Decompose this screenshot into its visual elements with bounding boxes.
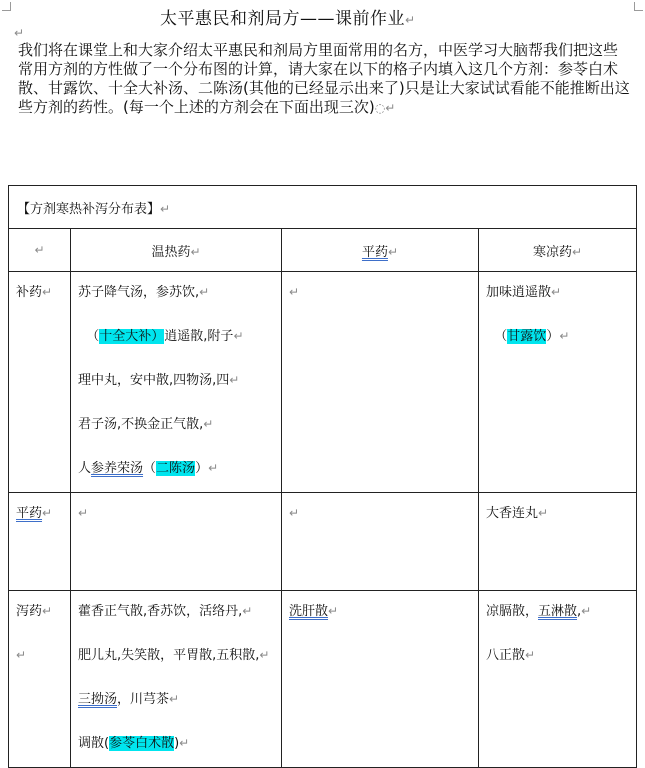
header-cold: 寒凉药↵: [479, 229, 637, 272]
table-row-neutral: [9, 493, 637, 591]
answer-highlight: 十全大补）: [99, 329, 165, 344]
document-title: 太平惠民和剂局方——课前作业↵: [160, 9, 416, 29]
header-corner: ↵: [9, 229, 71, 272]
cell-neutral-warm: ↵: [71, 493, 282, 591]
answer-highlight: 参苓白术散: [109, 736, 175, 751]
cell-tonic-warm: 苏子降气汤，参苏饮,↵ （十全大补）逍遥散,附子↵ 理中丸，安中散,四物汤,四↵ 君子汤,不换金正气散,↵ 人参养荣汤（二陈汤）↵: [71, 272, 282, 493]
cell-neutral-cold: 大香连丸↵: [479, 493, 637, 591]
cell-tonic-cold: 加味逍遥散↵ （甘露饮）↵: [479, 272, 637, 493]
cell-purge-warm: 藿香正气散,香苏饮，活络丹,↵ 肥儿丸,失笑散，平胃散,五积散,↵ 三拗汤，川芎茶↵ 调散(参苓白术散)↵: [71, 591, 282, 768]
empty-paragraph: ↵: [14, 26, 25, 40]
header-neutral: 平药↵: [282, 229, 479, 272]
page-corner-mark: [634, 2, 643, 11]
answer-highlight: 二陈汤: [156, 461, 196, 476]
answer-highlight: 甘露饮: [507, 329, 547, 344]
row-label-tonic: 补药↵: [9, 272, 71, 493]
distribution-table: [8, 185, 637, 768]
cell-tonic-neutral: ↵: [282, 272, 479, 493]
cell-purge-cold: 凉膈散，五淋散,↵ 八正散↵: [479, 591, 637, 768]
cell-neutral-neutral: ↵: [282, 493, 479, 591]
cell-purge-neutral: 洗肝散↵: [282, 591, 479, 768]
table-row-purge: [9, 591, 637, 768]
table-row-tonic: [9, 272, 637, 493]
page-corner-mark: [2, 2, 11, 11]
row-label-neutral: 平药↵: [9, 493, 71, 591]
intro-paragraph: 我们将在课堂上和大家介绍太平惠民和剂局方里面常用的名方，中医学习大脑帮我们把这些常用方剂的方性做了一个分布图的计算，请大家在以下的格子内填入这几个方剂：参苓白术散、甘露饮、十全大补汤、二陈汤(其他的已经显示出来了)只是让大家试试看能不能推断出这些方剂的药性。(每一个上述的方剂会在下面出现三次)◌↵: [18, 41, 630, 116]
header-warm: 温热药↵: [71, 229, 282, 272]
row-label-purge: 泻药↵ ↵: [9, 591, 71, 768]
table-caption: 【方剂寒热补泻分布表】↵: [9, 186, 637, 229]
